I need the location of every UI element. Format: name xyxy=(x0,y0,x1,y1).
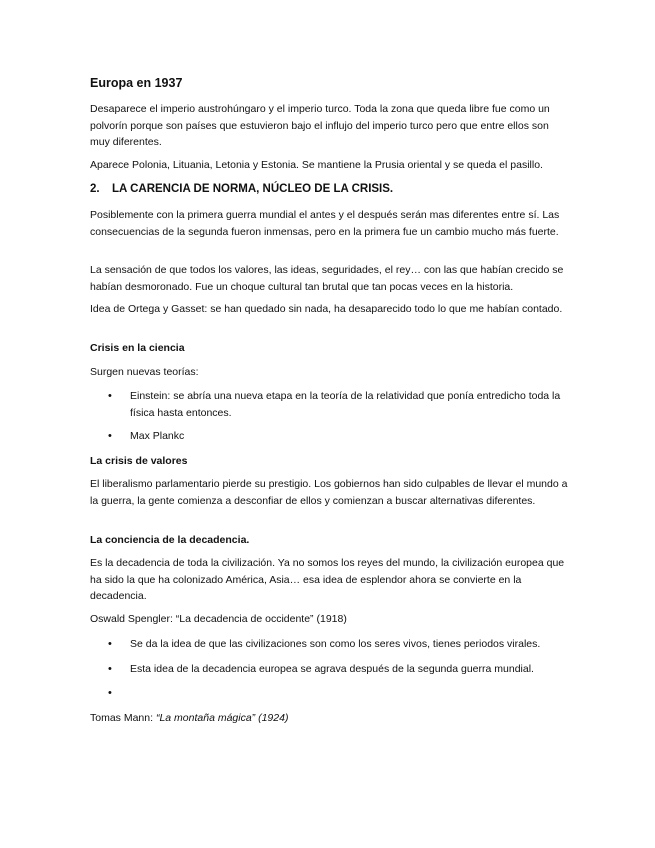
spengler-year: (1918) xyxy=(313,613,347,625)
paragraph-primera-guerra: Posiblemente con la primera guerra mundial el antes y el después serán mas diferentes entre sí. Las consecuencias de la segunda fueron inmensas, pero en la primera fue un cambio mucho más fuerte. xyxy=(90,209,560,238)
list-item: Max Plankc xyxy=(130,430,185,442)
section-title: LA CARENCIA DE NORMA, NÚCLEO DE LA CRISIS. xyxy=(112,183,394,195)
paragraph-teorias: Surgen nuevas teorías: xyxy=(90,366,199,378)
section-number: 2. xyxy=(90,183,100,195)
paragraph-liberalismo: El liberalismo parlamentario pierde su prestigio. Los gobiernos han sido culpables de llevar el mundo a la guerra, la gente comienza a desconfiar de ellos y comienzan a buscar alternativas diferentes. xyxy=(90,478,568,507)
spengler-lead: Oswald Spengler: xyxy=(90,613,176,625)
list-item: Se da la idea de que las civilizaciones son como los seres vivos, tienes periodos virales. xyxy=(130,638,541,650)
paragraph-paises: Aparece Polonia, Lituania, Letonia y Estonia. Se mantiene la Prusia oriental y se queda el pasillo. xyxy=(90,159,543,171)
heading-decadencia: La conciencia de la decadencia. xyxy=(90,534,250,546)
spengler-line xyxy=(90,611,570,628)
bullet-icon: • xyxy=(108,638,112,650)
bullet-icon: • xyxy=(108,687,112,699)
paragraph-decadencia: Es la decadencia de toda la civilización. Ya no somos los reyes del mundo, la civilización europea que ha sido la que ha colonizado América, Asia… esa idea de esplendor ahora se convierte en la decadencia. xyxy=(90,557,565,602)
bullet-icon: • xyxy=(108,390,112,402)
page-title: Europa en 1937 xyxy=(90,76,183,90)
bullet-icon: • xyxy=(108,663,112,675)
spengler-work: “La decadencia de occidente” xyxy=(175,613,314,625)
paragraph-sensacion: La sensación de que todos los valores, las ideas, seguridades, el rey… con las que habían crecido se habían desmoronado. Fue un choque cultural tan brutal que tan pocas veces en la historia. xyxy=(90,264,564,293)
heading-crisis-valores: La crisis de valores xyxy=(90,455,188,467)
bullet-icon: • xyxy=(108,430,112,442)
mann-line xyxy=(90,710,570,727)
mann-work: “La montaña mágica” (1924) xyxy=(155,712,289,724)
list-item: Esta idea de la decadencia europea se agrava después de la segunda guerra mundial. xyxy=(130,663,534,675)
heading-crisis-ciencia: Crisis en la ciencia xyxy=(90,342,185,354)
mann-lead: Tomas Mann: xyxy=(90,712,156,724)
paragraph-imperios: Desaparece el imperio austrohúngaro y el imperio turco. Toda la zona que queda libre fue como un polvorín porque son países que estuvieron bajo el influjo del imperio turco pero que entre ellos son muy diferentes. xyxy=(90,103,550,148)
section-heading xyxy=(90,181,570,198)
list-item: Einstein: se abría una nueva etapa en la teoría de la relatividad que ponía entredicho toda la física hasta entonces. xyxy=(130,390,561,419)
paragraph-ortega: Idea de Ortega y Gasset: se han quedado sin nada, ha desaparecido todo lo que me habían contado. xyxy=(90,303,563,315)
